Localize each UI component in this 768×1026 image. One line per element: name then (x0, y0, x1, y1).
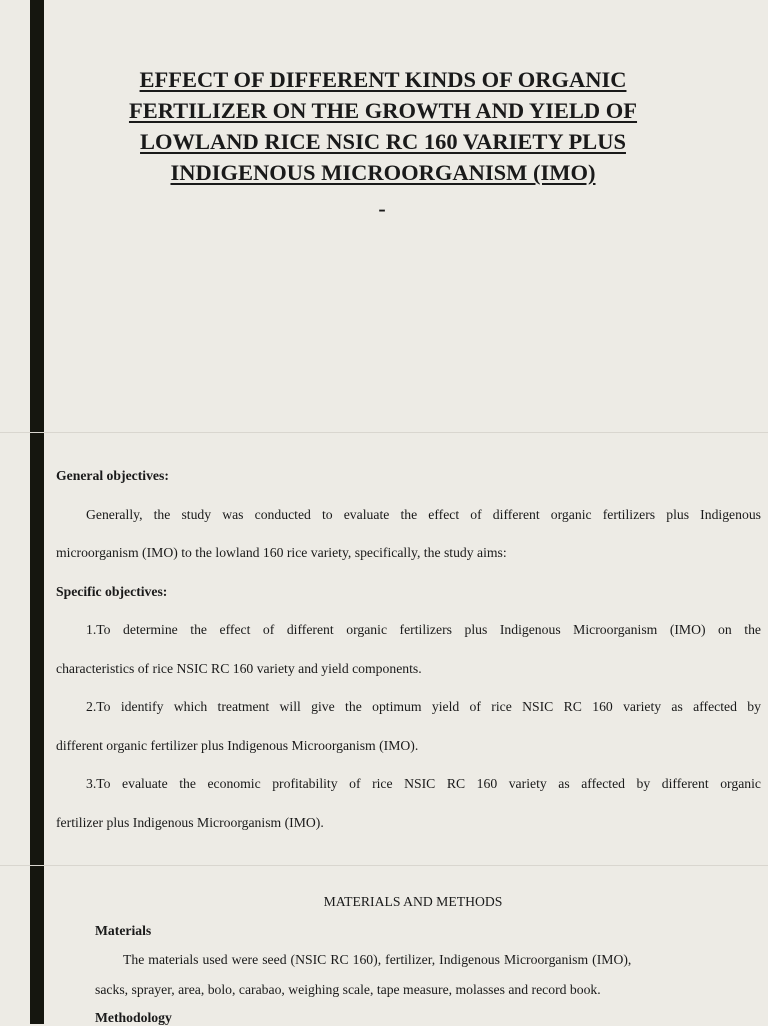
materials-methods-slide (0, 866, 768, 1024)
title-line: EFFECT OF DIFFERENT KINDS OF ORGANIC (139, 67, 627, 92)
materials-text: sacks, sprayer, area, bolo, carabao, weighing scale, tape measure, molasses and record book. (95, 982, 601, 997)
objective-3-text: 3.To evaluate the economic profitability of rice NSIC RC 160 variety as affected by different organic (86, 776, 761, 791)
title-slide (0, 0, 768, 432)
objective-1-text: characteristics of rice NSIC RC 160 variety and yield components. (56, 661, 422, 676)
methodology-heading: Methodology (95, 1010, 172, 1025)
title-line: FERTILIZER ON THE GROWTH AND YIELD OF (128, 98, 638, 123)
specific-objectives-heading: Specific objectives: (56, 584, 168, 599)
title-line: LOWLAND RICE NSIC RC 160 VARIETY PLUS (140, 129, 626, 154)
accent-bar (30, 433, 44, 865)
objective-3-text: fertilizer plus Indigenous Microorganism (IMO). (56, 815, 324, 830)
materials-heading: Materials (95, 923, 152, 938)
general-objectives-text: Generally, the study was conducted to evaluate the effect of different organic fertilizers plus Indigenous (86, 507, 761, 522)
materials-text: The materials used were seed (NSIC RC 160), fertilizer, Indigenous Microorganism (IMO), (123, 952, 632, 967)
objective-1-text: 1.To determine the effect of different organic fertilizers plus Indigenous Microorganism (IMO) on the (86, 622, 761, 637)
objectives-slide (0, 433, 768, 865)
section-heading: MATERIALS AND METHODS (323, 894, 503, 909)
title-line: INDIGENOUS MICROORGANISM (IMO) (170, 160, 596, 185)
accent-bar (30, 866, 44, 1024)
document-title (100, 64, 666, 188)
general-objectives-text: microorganism (IMO) to the lowland 160 rice variety, specifically, the study aims: (56, 545, 507, 560)
objective-2-text: different organic fertilizer plus Indigenous Microorganism (IMO). (56, 738, 419, 753)
accent-bar (30, 0, 44, 432)
objective-2-text: 2.To identify which treatment will give the optimum yield of rice NSIC RC 160 variety as affected by (86, 699, 761, 714)
general-objectives-heading: General objectives: (56, 468, 169, 483)
title-dash: - (378, 196, 386, 221)
